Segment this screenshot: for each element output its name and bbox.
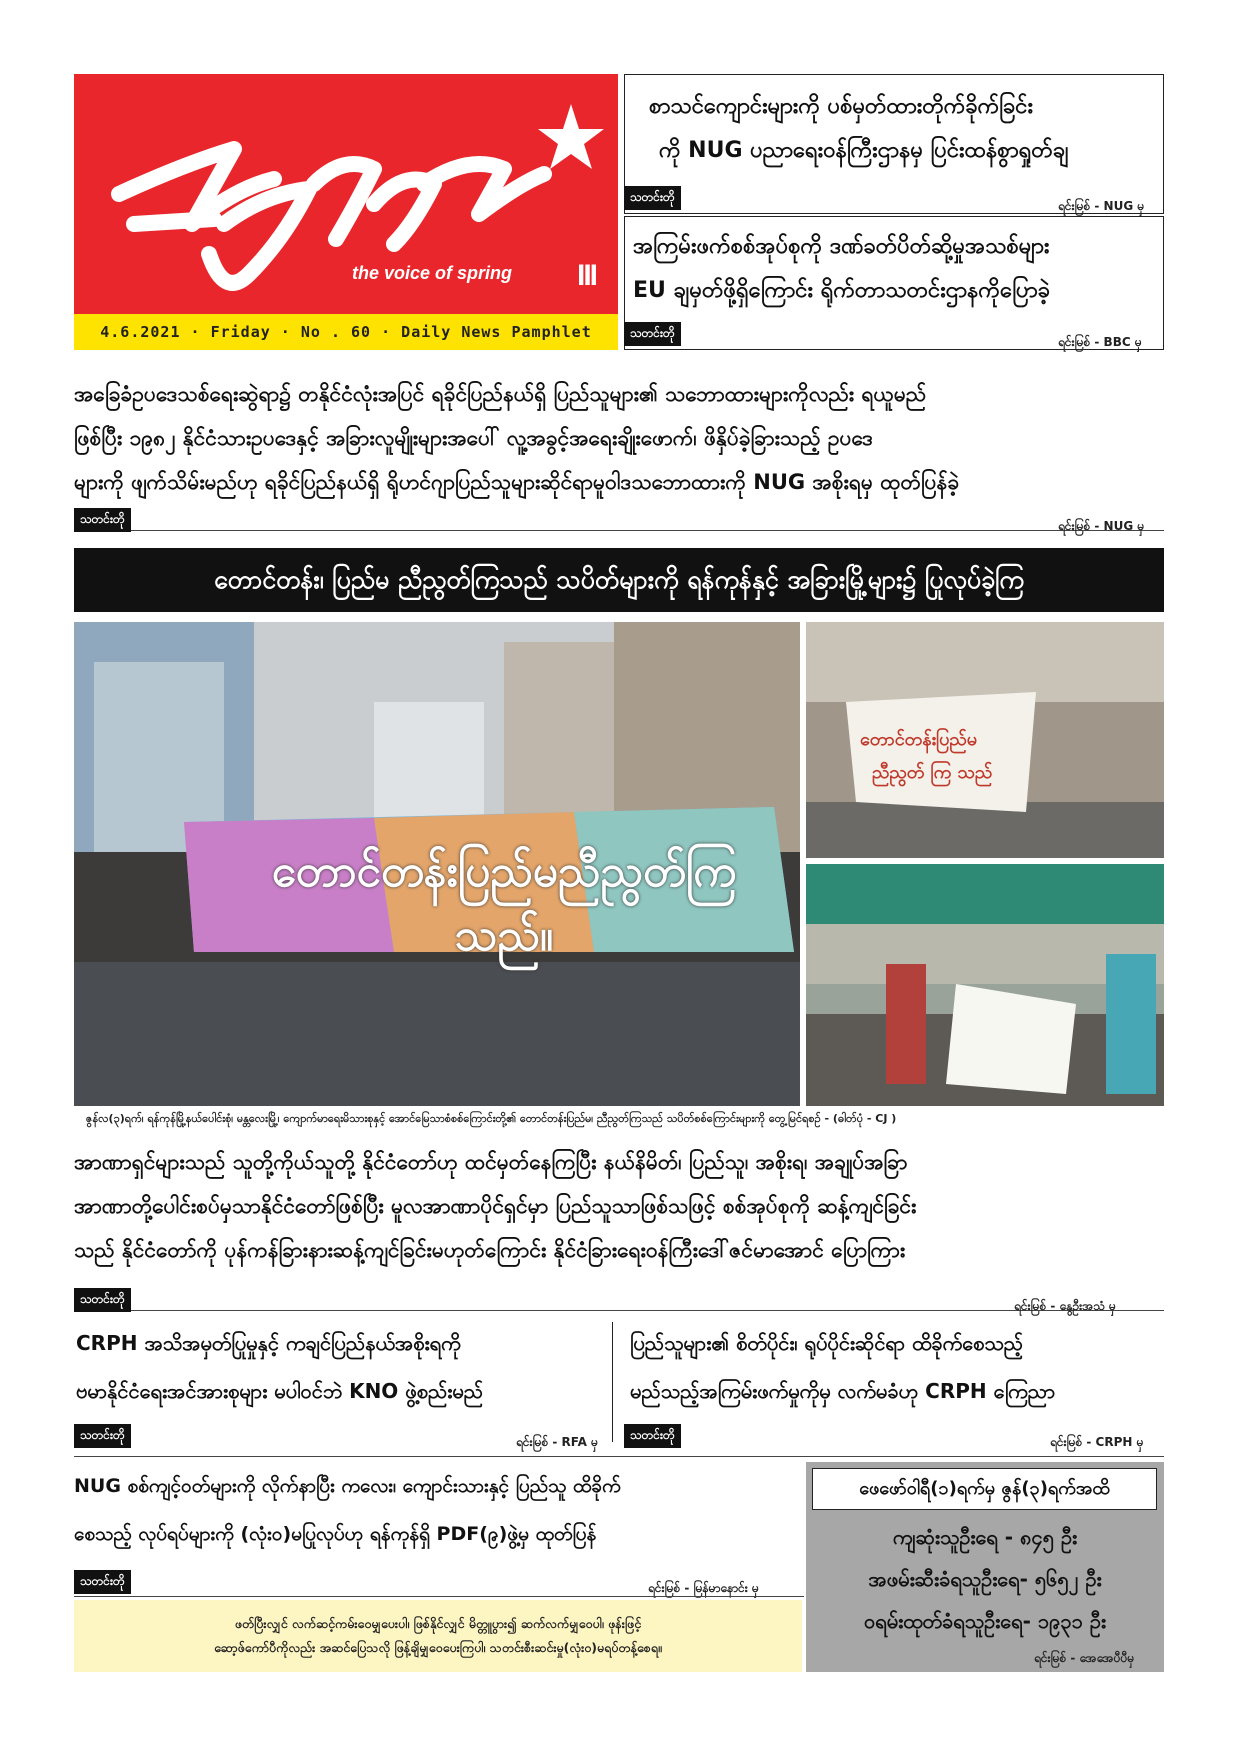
story-box-2: [624, 216, 1164, 350]
notice-line1: ဖတ်ပြီးလျှင် လက်ဆင့်ကမ်းဝေမျှပေးပါ၊ ဖြစ်နိုင်လျှင် မိတ္တူပွား၍ ဆက်လက်မျှဝေပါ၊ ဖုန်းဖြင့်: [234, 1616, 642, 1631]
news-tag: သတင်းတို: [624, 322, 681, 346]
protest-banner-text: တောင်တန်းပြည်မညီညွတ်ကြသည်။: [271, 846, 737, 961]
story-4-line1: အာဏာရှင်များသည် သူတို့ကိုယ်သူတို့ နိုင်ငံတော်ဟု ထင်မှတ်နေကြပြီး နယ်နိမိတ်၊ ပြည်သူ၊ အစိုးရ၊ အချုပ်အခြာ: [74, 1150, 908, 1174]
stat-killed: ကျဆုံးသူဦးရေ - ၈၄၅ ဦး: [892, 1525, 1078, 1549]
story-3-line3: များကို ဖျက်သိမ်းမည်ဟု ရခိုင်ပြည်နယ်ရှိ ရိုဟင်ဂျာပြည်သူများဆိုင်ရာမူဝါဒသဘောထားကို NUG အစိုးရမှ ထုတ်ပြန်ခဲ့: [74, 470, 960, 494]
source-label: ရင်းမြစ် - NUG မှ: [1058, 199, 1145, 213]
protest-photo-image: [806, 864, 1164, 1106]
news-tag: သတင်းတို: [74, 1570, 131, 1594]
right-top-banner-line1: တောင်တန်းပြည်မ: [860, 729, 978, 750]
news-tag: သတင်းတို: [74, 508, 131, 532]
news-tag: သတင်းတို: [74, 1424, 131, 1448]
share-notice: [74, 1600, 802, 1672]
story-7-line1: NUG စစ်ကျင့်ဝတ်များကို လိုက်နာပြီး ကလေး၊ ကျောင်းသားနှင့် ပြည်သူ ထိခိုက်: [74, 1475, 621, 1497]
casualty-stats-box: [806, 1462, 1164, 1672]
divider: [74, 1310, 1164, 1311]
source-label: ရင်းမြစ် - BBC မှ: [1058, 335, 1142, 349]
story-2-line2: EU ချမှတ်ဖို့ရှိကြောင်း ရိုက်တာသတင်းဌာနကိုပြောခဲ့: [633, 278, 1050, 303]
source-label: ရင်းမြစ် - RFA မှ: [516, 1435, 598, 1449]
masthead-logo: [74, 74, 618, 314]
story-3-line1: အခြေခံဥပဒေသစ်ရေးဆွဲရာ၌ တနိုင်ငံလုံးအပြင် ရခိုင်ပြည်နယ်ရှိ ပြည်သူများ၏ သဘောထားများကိုလည်း ရယူမည်: [74, 382, 927, 406]
news-tag: သတင်းတို: [624, 1424, 681, 1448]
story-6-line2: မည်သည့်အကြမ်းဖက်မှုကိုမှ လက်မခံဟု CRPH ကြေညာ: [630, 1379, 1056, 1403]
right-top-banner-line2: ညီညွတ် ကြ သည်: [872, 762, 993, 783]
source-label: ရင်းမြစ် - CRPH မှ: [1050, 1435, 1144, 1449]
masthead-tagline: the voice of spring: [352, 263, 513, 283]
issue-mark: III: [577, 259, 597, 292]
divider: [74, 530, 1164, 531]
story-5-line1: CRPH အသိအမှတ်ပြုမှုနှင့် ကချင်ပြည်နယ်အစိုးရကို: [76, 1331, 461, 1355]
stats-header: ဖေဖော်ဝါရီ(၁)ရက်မှ ဇွန်(၃)ရက်အထိ: [812, 1468, 1157, 1510]
stat-warrants: ဝရမ်းထုတ်ခံရသူဦးရေ- ၁၉၃၁ ဦး: [863, 1609, 1106, 1633]
banner-headline: တောင်တန်း၊ ပြည်မ ညီညွတ်ကြသည် သပိတ်များကို ရန်ကုန်နှင့် အခြားမြို့များ၌ ပြုလုပ်ခဲ့ကြ: [74, 548, 1164, 612]
notice-line2: ဆော့ဖ်ကော်ပီကိုလည်း အဆင်ပြေသလို ဖြန့်ချိမျှဝေပေးကြပါ၊ သတင်းစီးဆင်းမှု(လုံးဝ)မရပ်တန့်စေရ။: [214, 1640, 662, 1655]
stats-source: ရင်းမြစ် - အေအေပီပီမှ: [1034, 1651, 1135, 1665]
story-6-line1: ပြည်သူများ၏ စိတ်ပိုင်း၊ ရုပ်ပိုင်းဆိုင်ရာ ထိခိုက်စေသည့်: [630, 1331, 1024, 1355]
divider: [74, 1596, 804, 1597]
photo-caption: ဇွန်လ(၃)ရက်၊ ရန်ကုန်မြို့နယ်ပေါင်းစုံ၊ မန္တလေးမြို့၊ ကျောက်မာရေးမိသားစုနှင့် အောင်မြေသာစံစစ်ကြောင်းတို့၏ တောင်တန်းပြည်မ၊ ညီညွတ်ကြသည် သပိတ်စစ်ကြောင်းများကို တွေ့မြင်ရစဉ် - (ဓါတ်ပုံ - CJ ): [86, 1112, 897, 1125]
main-protest-photo: [74, 622, 800, 1106]
star-icon: [538, 104, 604, 169]
story-2-line1: အကြမ်းဖက်စစ်အုပ်စုကို ဒဏ်ခတ်ပိတ်ဆို့မှုအသစ်များ: [633, 234, 1050, 259]
right-bottom-protest-photo: [806, 864, 1164, 1106]
story-box-1: [624, 74, 1164, 214]
story-3-line2: ဖြစ်ပြီး ၁၉၈၂ နိုင်ငံသားဥပဒေနှင့် အခြားလူမျိုးများအပေါ် လူ့အခွင့်အရေးချိုးဖောက်၊ ဖိနှိပ်ခဲ့ခြားသည့် ဥပဒေ: [74, 426, 873, 450]
source-label: ရင်းမြစ် - NUG မှ: [1058, 519, 1145, 533]
story-box-6: [624, 1322, 1164, 1442]
story-1-line1: စာသင်ကျောင်းများကို ပစ်မှတ်ထားတိုက်ခိုက်ခြင်း: [649, 94, 1034, 119]
masthead: [74, 74, 618, 350]
story-4-line3: သည် နိုင်ငံတော်ကို ပုန်ကန်ခြားနားဆန့်ကျင်ခြင်းမဟုတ်ကြောင်း နိုင်ငံခြားရေးဝန်ကြီးဒေါ်ဇင်မာအောင် ပြောကြား: [74, 1238, 906, 1262]
source-label: ရင်းမြစ် - မြန်မာနောင်း မှ: [648, 1581, 759, 1595]
divider: [74, 1456, 1164, 1457]
stat-arrested: အဖမ်းဆီးခံရသူဦးရေ- ၅၆၅၂ ဦး: [868, 1567, 1102, 1591]
story-4-line2: အာဏာတို့ပေါင်းစပ်မှသာနိုင်ငံတော်ဖြစ်ပြီး မူလအာဏာပိုင်ရှင်မှာ ပြည်သူသာဖြစ်သဖြင့် စစ်အုပ်စုကို ဆန့်ကျင်ခြင်း: [74, 1194, 917, 1218]
story-5-line2: ဗမာနိုင်ငံရေးအင်အားစုများ မပါဝင်ဘဲ KNO ဖွဲ့စည်းမည်: [76, 1379, 484, 1403]
news-tag: သတင်းတို: [74, 1288, 131, 1312]
news-tag: သတင်းတို: [624, 186, 681, 210]
source-label: ရင်းမြစ် - နွေဦးအသံ မှ: [1014, 1299, 1116, 1313]
right-top-protest-photo: [806, 622, 1164, 858]
story-box-5: [74, 1322, 613, 1442]
issue-date-line: 4.6.2021 · Friday · No . 60 · Daily News Pamphlet: [74, 314, 618, 350]
story-7-line2: စေသည့် လုပ်ရပ်များကို (လုံးဝ)မပြုလုပ်ဟု ရန်ကုန်ရှိ PDF(၉)ဖွဲ့မှ ထုတ်ပြန်: [74, 1523, 597, 1545]
story-1-line2: ကို NUG ပညာရေးဝန်ကြီးဌာနမှ ပြင်းထန်စွာရှုတ်ချ: [659, 138, 1069, 163]
